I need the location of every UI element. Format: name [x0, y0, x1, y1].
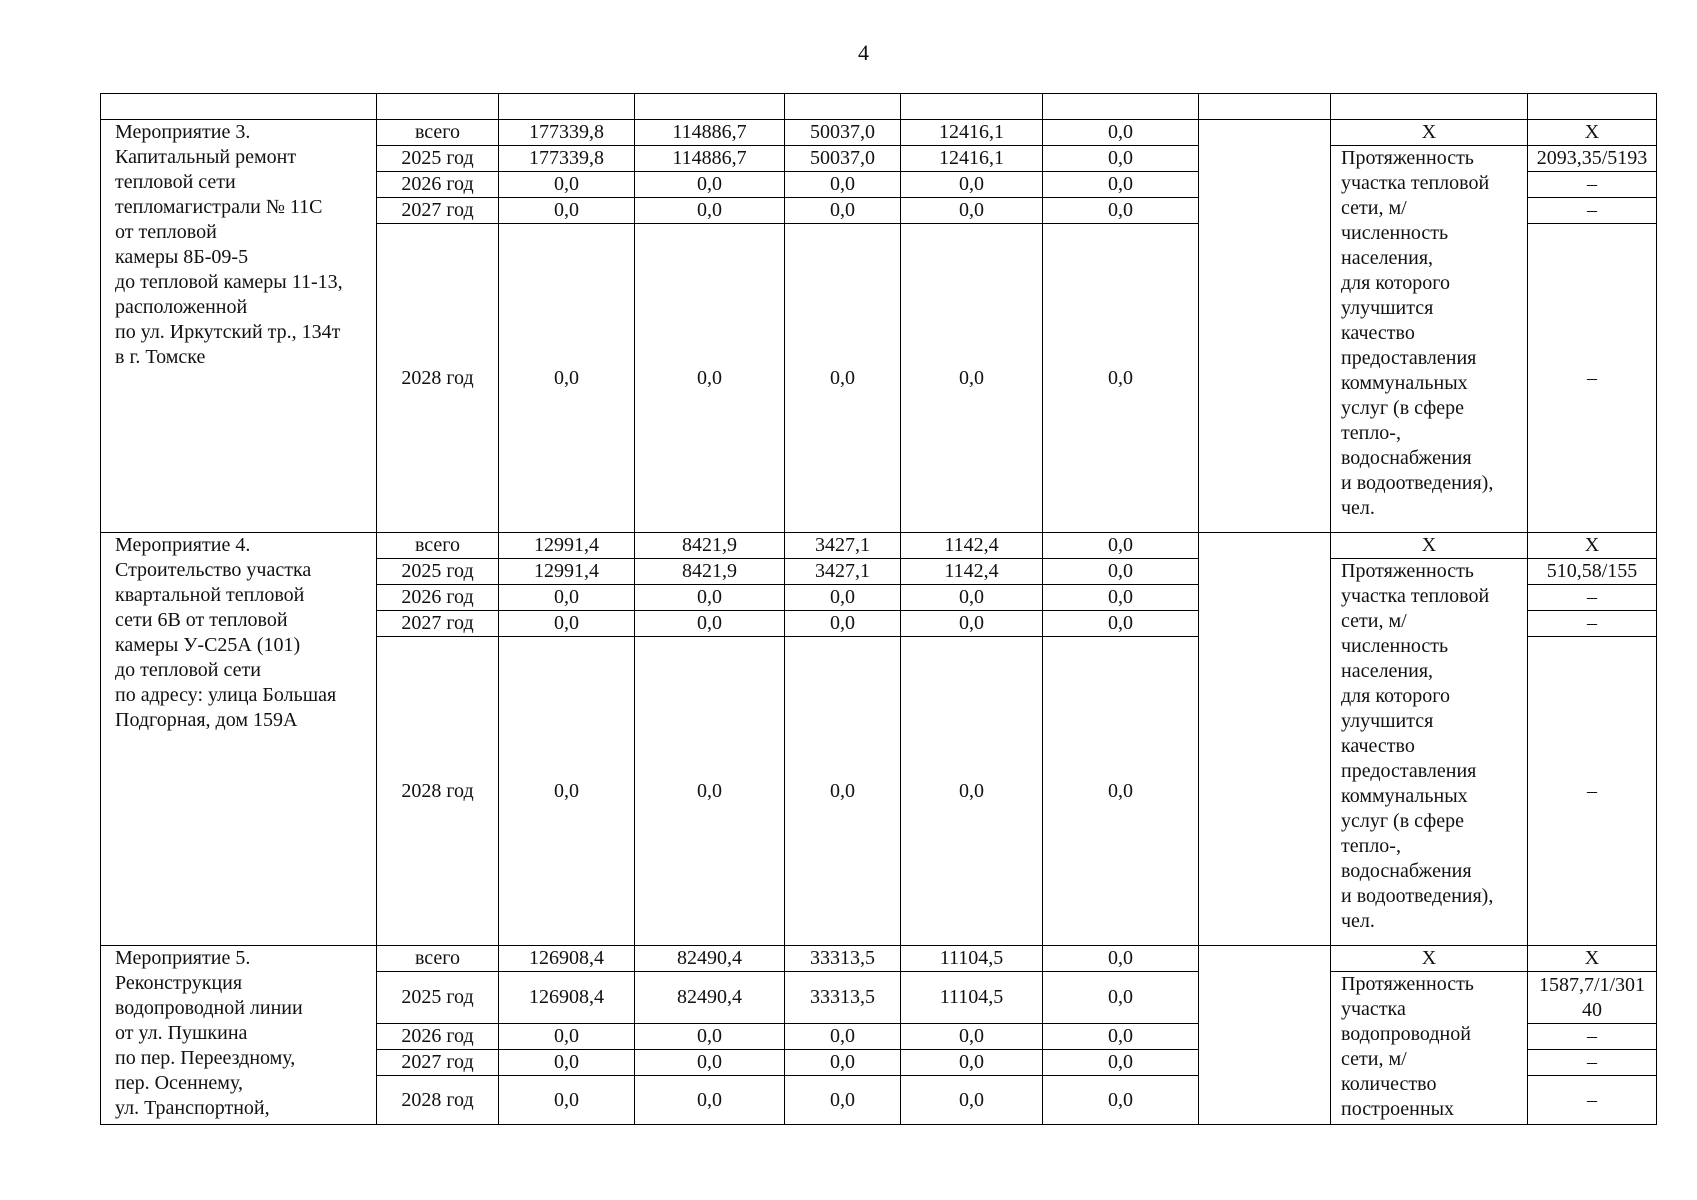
total-cell: 177339,8 [499, 146, 635, 172]
indicator-name-cell [1331, 146, 1528, 533]
regional-budget-cell: 0,0 [785, 172, 901, 198]
total-cell: 126908,4 [499, 972, 635, 1024]
header-cell [635, 94, 785, 120]
event-title-line: Мероприятие 5. [115, 947, 251, 969]
period-cell: 2026 год [377, 585, 499, 611]
period-cell: 2026 год [377, 1024, 499, 1050]
local-budget-cell: 1142,4 [901, 559, 1043, 585]
extrabudget-cell: 0,0 [1043, 224, 1199, 533]
indicator-line: сети, м/ [1341, 1048, 1407, 1070]
period-cell: 2026 год [377, 172, 499, 198]
local-budget-cell: 0,0 [901, 585, 1043, 611]
indicator-value-cell: Х [1528, 533, 1657, 559]
federal-budget-cell: 82490,4 [635, 946, 785, 972]
extrabudget-cell: 0,0 [1043, 637, 1199, 946]
local-budget-cell: 12416,1 [901, 120, 1043, 146]
event-title-line: сети 6В от тепловой [115, 609, 288, 631]
event-title-line: до тепловой сети [115, 659, 261, 681]
event-title-line: по адресу: улица Большая [115, 684, 337, 706]
extrabudget-cell: 0,0 [1043, 1076, 1199, 1125]
indicator-line: качество [1341, 735, 1415, 757]
period-cell: 2027 год [377, 198, 499, 224]
extrabudget-cell: 0,0 [1043, 533, 1199, 559]
header-cell [785, 94, 901, 120]
event-title-line: Подгорная, дом 159А [115, 709, 298, 731]
indicator-value-line: 1587,7/1/301 [1538, 973, 1646, 996]
header-cell [1199, 94, 1331, 120]
indicator-line: и водоотведения), [1341, 885, 1494, 907]
regional-budget-cell: 3427,1 [785, 559, 901, 585]
indicator-value-cell: – [1528, 198, 1657, 224]
event-title-line: от ул. Пушкина [115, 1022, 248, 1044]
indicator-name-header: Х [1331, 946, 1528, 972]
indicator-value-cell: – [1528, 611, 1657, 637]
extrabudget-cell: 0,0 [1043, 146, 1199, 172]
indicator-line: населения, [1341, 660, 1434, 682]
local-budget-cell: 0,0 [901, 172, 1043, 198]
total-cell: 0,0 [499, 198, 635, 224]
federal-budget-cell: 0,0 [635, 611, 785, 637]
event-description [101, 946, 377, 1125]
indicator-line: тепло-, [1341, 835, 1401, 857]
event-title-line: до тепловой камеры 11-13, [115, 271, 343, 293]
extrabudget-cell: 0,0 [1043, 198, 1199, 224]
indicator-line: сети, м/ [1341, 610, 1407, 632]
local-budget-cell: 11104,5 [901, 972, 1043, 1024]
local-budget-cell: 12416,1 [901, 146, 1043, 172]
total-cell: 126908,4 [499, 946, 635, 972]
regional-budget-cell: 0,0 [785, 198, 901, 224]
regional-budget-cell: 0,0 [785, 585, 901, 611]
total-cell: 0,0 [499, 224, 635, 533]
indicator-value-cell: 2093,35/5193 [1528, 146, 1657, 172]
event-title-line: Строительство участка [115, 559, 312, 581]
federal-budget-cell: 114886,7 [635, 146, 785, 172]
event-title-line: по пер. Переездному, [115, 1047, 296, 1069]
total-cell: 0,0 [499, 611, 635, 637]
indicator-line: чел. [1341, 497, 1375, 519]
indicator-line: для которого [1341, 272, 1450, 294]
indicator-value-cell: Х [1528, 946, 1657, 972]
event-title-line: Мероприятие 4. [115, 534, 251, 556]
extrabudget-cell: 0,0 [1043, 585, 1199, 611]
total-cell: 0,0 [499, 1076, 635, 1125]
indicator-line: водопроводной [1341, 1023, 1471, 1045]
federal-budget-cell: 0,0 [635, 585, 785, 611]
federal-budget-cell: 82490,4 [635, 972, 785, 1024]
header-cell [901, 94, 1043, 120]
federal-budget-cell: 114886,7 [635, 120, 785, 146]
event-4-row [101, 533, 1657, 559]
empty-cell [1199, 120, 1331, 533]
period-cell: 2027 год [377, 611, 499, 637]
page-number: 4 [858, 40, 869, 65]
extrabudget-cell: 0,0 [1043, 946, 1199, 972]
event-title-line: тепловой сети [115, 171, 236, 193]
event-title-line: в г. Томске [115, 346, 206, 368]
event-title-line: камеры 8Б-09-5 [115, 246, 249, 268]
event-description [101, 120, 377, 533]
empty-cell [1199, 946, 1331, 1125]
federal-budget-cell: 0,0 [635, 224, 785, 533]
indicator-line: Протяженность [1341, 973, 1474, 995]
indicator-value-cell [1528, 972, 1657, 1024]
event-3-row [101, 120, 1657, 146]
total-cell: 12991,4 [499, 533, 635, 559]
indicator-line: услуг (в сфере [1341, 810, 1464, 832]
indicator-name-header: Х [1331, 120, 1528, 146]
program-table [100, 93, 1657, 1125]
indicator-value-cell: – [1528, 224, 1657, 533]
period-cell: 2025 год [377, 146, 499, 172]
total-cell: 0,0 [499, 637, 635, 946]
period-cell: 2028 год [377, 637, 499, 946]
regional-budget-cell: 33313,5 [785, 972, 901, 1024]
indicator-line: коммунальных [1341, 785, 1468, 807]
extrabudget-cell: 0,0 [1043, 1024, 1199, 1050]
period-cell: 2028 год [377, 1076, 499, 1125]
local-budget-cell: 11104,5 [901, 946, 1043, 972]
header-cell [499, 94, 635, 120]
indicator-value-cell: – [1528, 1024, 1657, 1050]
indicator-line: участка тепловой [1341, 585, 1490, 607]
indicator-line: улучшится [1341, 297, 1434, 319]
header-cell [101, 94, 377, 120]
period-cell: всего [377, 946, 499, 972]
total-cell: 0,0 [499, 1024, 635, 1050]
indicator-value-cell: 510,58/155 [1528, 559, 1657, 585]
indicator-line: качество [1341, 322, 1415, 344]
regional-budget-cell: 0,0 [785, 1076, 901, 1125]
indicator-line: предоставления [1341, 760, 1477, 782]
regional-budget-cell: 3427,1 [785, 533, 901, 559]
header-cell [377, 94, 499, 120]
header-cell [1331, 94, 1528, 120]
total-cell: 0,0 [499, 585, 635, 611]
indicator-line: коммунальных [1341, 372, 1468, 394]
event-title-line: Капитальный ремонт [115, 146, 297, 168]
federal-budget-cell: 0,0 [635, 172, 785, 198]
event-title-line: Мероприятие 3. [115, 121, 251, 143]
indicator-line: и водоотведения), [1341, 472, 1494, 494]
regional-budget-cell: 33313,5 [785, 946, 901, 972]
regional-budget-cell: 0,0 [785, 1050, 901, 1076]
indicator-value-cell: – [1528, 1050, 1657, 1076]
indicator-line: для которого [1341, 685, 1450, 707]
local-budget-cell: 0,0 [901, 1076, 1043, 1125]
empty-cell [1199, 533, 1331, 946]
indicator-line: чел. [1341, 910, 1375, 932]
regional-budget-cell: 50037,0 [785, 120, 901, 146]
header-cell [1043, 94, 1199, 120]
local-budget-cell: 1142,4 [901, 533, 1043, 559]
indicator-line: услуг (в сфере [1341, 397, 1464, 419]
indicator-name-cell [1331, 972, 1528, 1125]
indicator-line: улучшится [1341, 710, 1434, 732]
local-budget-cell: 0,0 [901, 1024, 1043, 1050]
extrabudget-cell: 0,0 [1043, 120, 1199, 146]
indicator-line: водоснабжения [1341, 860, 1472, 882]
period-cell: 2025 год [377, 559, 499, 585]
local-budget-cell: 0,0 [901, 224, 1043, 533]
federal-budget-cell: 0,0 [635, 1076, 785, 1125]
period-cell: 2025 год [377, 972, 499, 1024]
indicator-line: количество [1341, 1073, 1437, 1095]
federal-budget-cell: 0,0 [635, 637, 785, 946]
total-cell: 0,0 [499, 172, 635, 198]
period-cell: 2027 год [377, 1050, 499, 1076]
local-budget-cell: 0,0 [901, 1050, 1043, 1076]
event-title-line: по ул. Иркутский тр., 134т [115, 321, 341, 343]
event-title-line: от тепловой [115, 221, 217, 243]
event-title-line: расположенной [115, 296, 248, 318]
indicator-value-cell: – [1528, 172, 1657, 198]
indicator-line: численность [1341, 222, 1449, 244]
regional-budget-cell: 0,0 [785, 611, 901, 637]
federal-budget-cell: 8421,9 [635, 559, 785, 585]
extrabudget-cell: 0,0 [1043, 559, 1199, 585]
extrabudget-cell: 0,0 [1043, 611, 1199, 637]
regional-budget-cell: 0,0 [785, 637, 901, 946]
indicator-line: Протяженность [1341, 147, 1474, 169]
indicator-line: тепло-, [1341, 422, 1401, 444]
event-description [101, 533, 377, 946]
indicator-name-header: Х [1331, 533, 1528, 559]
event-5-row [101, 946, 1657, 972]
period-cell: всего [377, 533, 499, 559]
federal-budget-cell: 0,0 [635, 198, 785, 224]
indicator-value-cell: – [1528, 637, 1657, 946]
indicator-name-cell [1331, 559, 1528, 946]
total-cell: 12991,4 [499, 559, 635, 585]
extrabudget-cell: 0,0 [1043, 172, 1199, 198]
extrabudget-cell: 0,0 [1043, 1050, 1199, 1076]
regional-budget-cell: 0,0 [785, 224, 901, 533]
indicator-value-cell: Х [1528, 120, 1657, 146]
event-title-line: квартальной тепловой [115, 584, 305, 606]
period-cell: 2028 год [377, 224, 499, 533]
regional-budget-cell: 50037,0 [785, 146, 901, 172]
event-title-line: Реконструкция [115, 972, 243, 994]
event-title-line: ул. Транспортной, [115, 1097, 270, 1119]
event-title-line: пер. Осеннему, [115, 1072, 243, 1094]
local-budget-cell: 0,0 [901, 198, 1043, 224]
extrabudget-cell: 0,0 [1043, 972, 1199, 1024]
indicator-line: численность [1341, 635, 1449, 657]
indicator-line: населения, [1341, 247, 1434, 269]
local-budget-cell: 0,0 [901, 637, 1043, 946]
event-title-line: тепломагистрали № 11С [115, 196, 323, 218]
federal-budget-cell: 0,0 [635, 1050, 785, 1076]
indicator-value-line: 40 [1582, 998, 1602, 1021]
indicator-line: водоснабжения [1341, 447, 1472, 469]
indicator-line: предоставления [1341, 347, 1477, 369]
total-cell: 177339,8 [499, 120, 635, 146]
indicator-line: сети, м/ [1341, 197, 1407, 219]
federal-budget-cell: 0,0 [635, 1024, 785, 1050]
header-cell [1528, 94, 1657, 120]
regional-budget-cell: 0,0 [785, 1024, 901, 1050]
header-spacer-row [101, 94, 1657, 120]
indicator-value-cell: – [1528, 585, 1657, 611]
indicator-value-cell: – [1528, 1076, 1657, 1125]
total-cell: 0,0 [499, 1050, 635, 1076]
local-budget-cell: 0,0 [901, 611, 1043, 637]
indicator-line: построенных [1341, 1098, 1455, 1120]
event-title-line: водопроводной линии [115, 997, 303, 1019]
indicator-line: Протяженность [1341, 560, 1474, 582]
indicator-line: участка тепловой [1341, 172, 1490, 194]
event-title-line: камеры У-С25А (101) [115, 634, 301, 656]
period-cell: всего [377, 120, 499, 146]
federal-budget-cell: 8421,9 [635, 533, 785, 559]
indicator-line: участка [1341, 998, 1406, 1020]
